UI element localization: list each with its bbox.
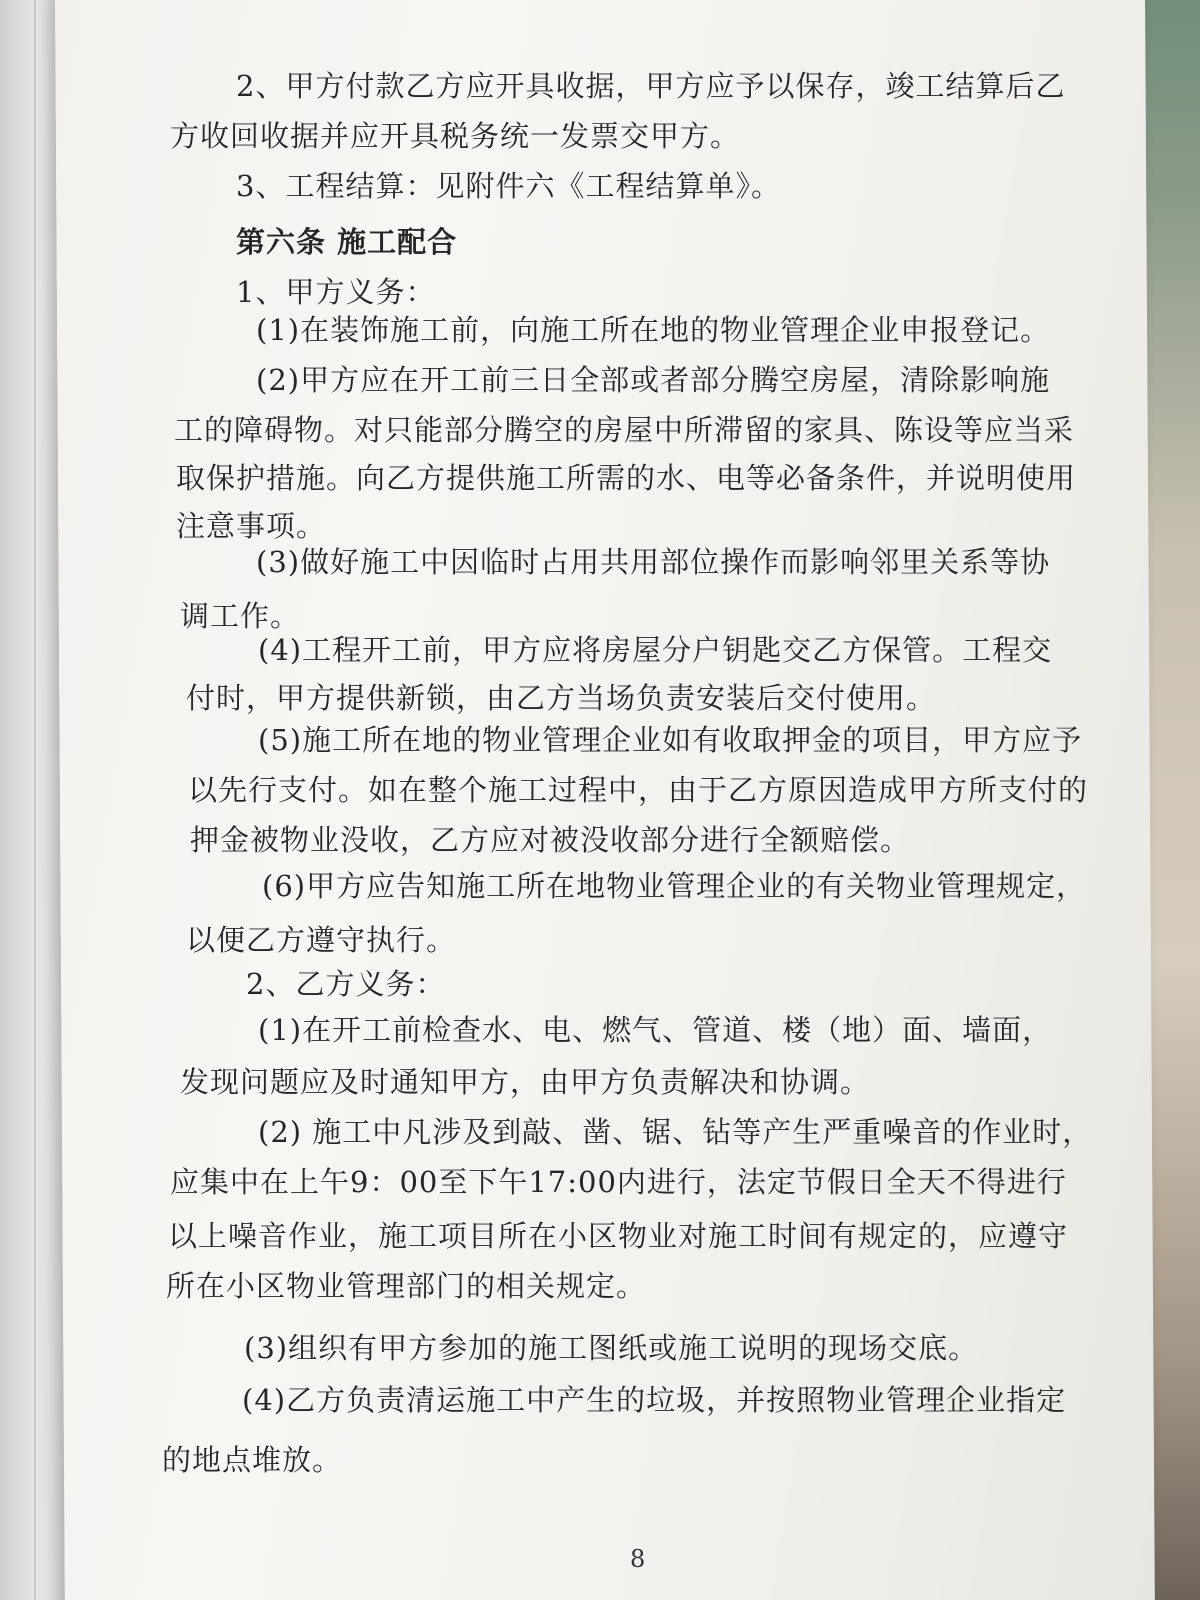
- text-line: 3、工程结算：见附件六《工程结算单》。: [236, 169, 781, 203]
- text-line: 注意事项。: [176, 509, 327, 543]
- text-line: 1、甲方义务：: [236, 275, 436, 309]
- text-line: 方收回收据并应开具税务统一发票交甲方。: [170, 119, 741, 153]
- section-heading: 第六条 施工配合: [236, 225, 458, 259]
- text-line: 的地点堆放。: [162, 1443, 343, 1477]
- text-line: 2、乙方义务：: [246, 967, 446, 1001]
- text-line: (3)组织有甲方参加的施工图纸或施工说明的现场交底。: [244, 1331, 979, 1365]
- text-line: 以便乙方遵守执行。: [186, 923, 457, 957]
- page-number: 8: [630, 1545, 646, 1573]
- text-line: 应集中在上午9：00至下午17:00内进行，法定节假日全天不得进行: [170, 1165, 1067, 1199]
- text-line: 所在小区物业管理部门的相关规定。: [166, 1269, 647, 1303]
- text-line: (2)甲方应在开工前三日全部或者部分腾空房屋，清除影响施: [256, 363, 1051, 397]
- text-line: 以上噪音作业，施工项目所在小区物业对施工时间有规定的，应遵守: [168, 1219, 1069, 1253]
- text-line: (5)施工所在地的物业管理企业如有收取押金的项目，甲方应予: [258, 723, 1083, 757]
- text-line: (4)工程开工前，甲方应将房屋分户钥匙交乙方保管。工程交: [258, 633, 1053, 667]
- text-line: 2、甲方付款乙方应开具收据，甲方应予以保存，竣工结算后乙: [236, 69, 1066, 103]
- text-line: 取保护措施。向乙方提供施工所需的水、电等必备条件，并说明使用: [176, 461, 1077, 495]
- text-line: (6)甲方应告知施工所在地物业管理企业的有关物业管理规定，: [262, 869, 1087, 903]
- text-line: (1)在开工前检查水、电、燃气、管道、楼（地）面、墙面，: [258, 1013, 1053, 1047]
- text-line: (3)做好施工中因临时占用共用部位操作而影响邻里关系等协: [256, 545, 1051, 579]
- text-line: (2) 施工中凡涉及到敲、凿、锯、钻等产生严重噪音的作业时，: [258, 1115, 1093, 1149]
- text-line: (1)在装饰施工前，向施工所在地的物业管理企业申报登记。: [256, 313, 1051, 347]
- text-line: 付时，甲方提供新锁，由乙方当场负责安装后交付使用。: [186, 681, 937, 715]
- text-line: 以先行支付。如在整个施工过程中，由于乙方原因造成甲方所支付的: [188, 773, 1089, 807]
- text-line: 押金被物业没收，乙方应对被没收部分进行全额赔偿。: [190, 823, 911, 857]
- text-line: 发现问题应及时通知甲方，由甲方负责解决和协调。: [180, 1065, 871, 1099]
- text-line: 工的障碍物。对只能部分腾空的房屋中所滞留的家具、陈设等应当采: [174, 413, 1075, 447]
- text-line: 调工作。: [180, 599, 301, 633]
- text-line: (4)乙方负责清运施工中产生的垃圾，并按照物业管理企业指定: [242, 1383, 1067, 1417]
